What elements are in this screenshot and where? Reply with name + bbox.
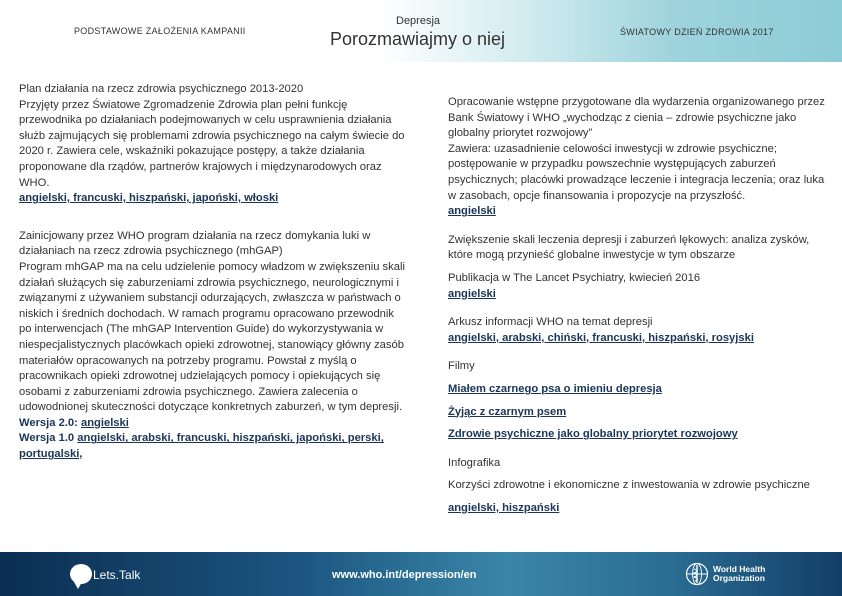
lets-talk-text: Lets.Talk [93, 568, 141, 582]
infographic-body: Korzyści zdrowotne i ekonomiczne z inwestowania w zdrowie psychiczne [448, 479, 810, 492]
lancet-title: Zwiększenie skali leczenia depresji i zaburzeń lękowych: analiza zysków, które mogą przynieść globalne inwestycje w tym obszarze [448, 233, 810, 262]
world-bank-paper-body: Opracowanie wstępne przygotowane dla wydarzenia organizowanego przez Bank Światowy i WHO „wychodząc z cienia – zdrowie psychiczne jako globalny priorytet rozwojowy” Zawiera: uzasadnienie celowości inwestycji w zdrowie psychiczne; postępowanie w przypadku powszechnie występujących zaburzeń psychicznych; placówki prowadzące leczenie i integracja leczenia; oraz luka w zasobach, opcje finansowania i propozycje na przyszłość. [448, 96, 825, 202]
who-wordmark [713, 565, 765, 584]
mhgap-body: Program mhGAP ma na celu udzielenie pomocy władzom w zwiększeniu skali działań służących się zaburzeniami zdrowia psychicznego, neurologicznymi i związanymi z używaniem substancji odurzających, zwłaszcza w państwach o niskich i średnich dochodach. W ramach programu opracowano przewodnik po interwencjach (The mhGAP Intervention Guide) do wykorzystywania w niespecjalistycznych placówkach opieki zdrowotnej, stanowiący główny zasób materiałów opracowanych na potrzeby programu. Powstał z myślą o pracownikach opieki zdrowotnej udzielających pomocy i opiekujących się osobami z zaburzeniami zdrowia psychicznego. Zawiera zalecenia o udowodnionej skuteczności dotyczące konkretnych zaburzeń, w tym depresji. [19, 260, 405, 414]
lancet-publication: Publikacja w The Lancet Psychiatry, kwiecień 2016 [448, 271, 701, 284]
film-link-living-with-black-dog[interactable]: Żyjąc z czarnym psem [448, 405, 567, 418]
who-line-2: Organization [713, 573, 765, 583]
infographic-title: Infografika [448, 456, 501, 469]
lancet-link[interactable]: angielski [448, 287, 496, 300]
who-logo [685, 562, 765, 586]
world-bank-paper-link[interactable]: angielski [448, 205, 496, 218]
version1-links[interactable]: angielski, arabski, francuski, hiszpański, japoński, perski, portugalski, [19, 432, 384, 461]
campaign-url-link[interactable]: www.who.int/depression/en [332, 569, 477, 581]
action-plan-body: Przyjęty przez Światowe Zgromadzenie Zdrowia plan pełni funkcję przewodnika po działaniach podejmowanych w celu usprawnienia działania służb zajmujących się problemami zdrowia psychicznego na całym świecie do 2020 r. Zawiera cele, wskaźniki pokazujące postępy, a także działania proponowane dla rządów, partnerów krajowych i międzynarodowych oraz WHO. [19, 98, 405, 189]
who-emblem-icon [685, 562, 709, 586]
header-banner [0, 0, 842, 62]
world-health-day-label: ŚWIATOWY DZIEŃ ZDROWIA 2017 [620, 27, 774, 37]
campaign-topic: Depresja [396, 15, 441, 27]
version2-link[interactable]: angielski [80, 416, 129, 429]
mhgap-title: Zainicjowany przez WHO program działania na rzecz domykania luki w działaniach na rzecz zdrowia psychicznego (mhGAP) [19, 229, 371, 258]
fact-sheet-links[interactable]: angielski, arabski, chiński, francuski, hiszpański, rosyjski [448, 331, 754, 344]
speech-bubble-icon [70, 564, 92, 584]
action-plan-language-links[interactable]: angielski, francuski, hiszpański, japoński, włoski [19, 192, 279, 205]
infographic-links[interactable]: angielski, hiszpański [448, 501, 560, 514]
films-title: Filmy [448, 360, 475, 373]
campaign-basics-label: PODSTAWOWE ZAŁOŻENIA KAMPANII [74, 26, 246, 36]
film-link-global-priority[interactable]: Zdrowie psychiczne jako globalny priorytet rozwojowy [448, 428, 738, 441]
version1-label: Wersja 1.0 [19, 432, 75, 445]
footer-bar [0, 552, 842, 596]
version2-label: Wersja 2.0: [19, 416, 78, 429]
page-title: Porozmawiajmy o niej [330, 29, 506, 49]
right-column [448, 95, 826, 516]
film-link-black-dog[interactable]: Miałem czarnego psa o imieniu depresja [448, 382, 662, 395]
fact-sheet-title: Arkusz informacji WHO na temat depresji [448, 316, 653, 329]
action-plan-title: Plan działania na rzecz zdrowia psychicznego 2013-2020 [19, 83, 304, 95]
who-line-1: World Health [713, 563, 766, 574]
left-column [19, 82, 407, 463]
lets-talk-logo [70, 564, 140, 584]
